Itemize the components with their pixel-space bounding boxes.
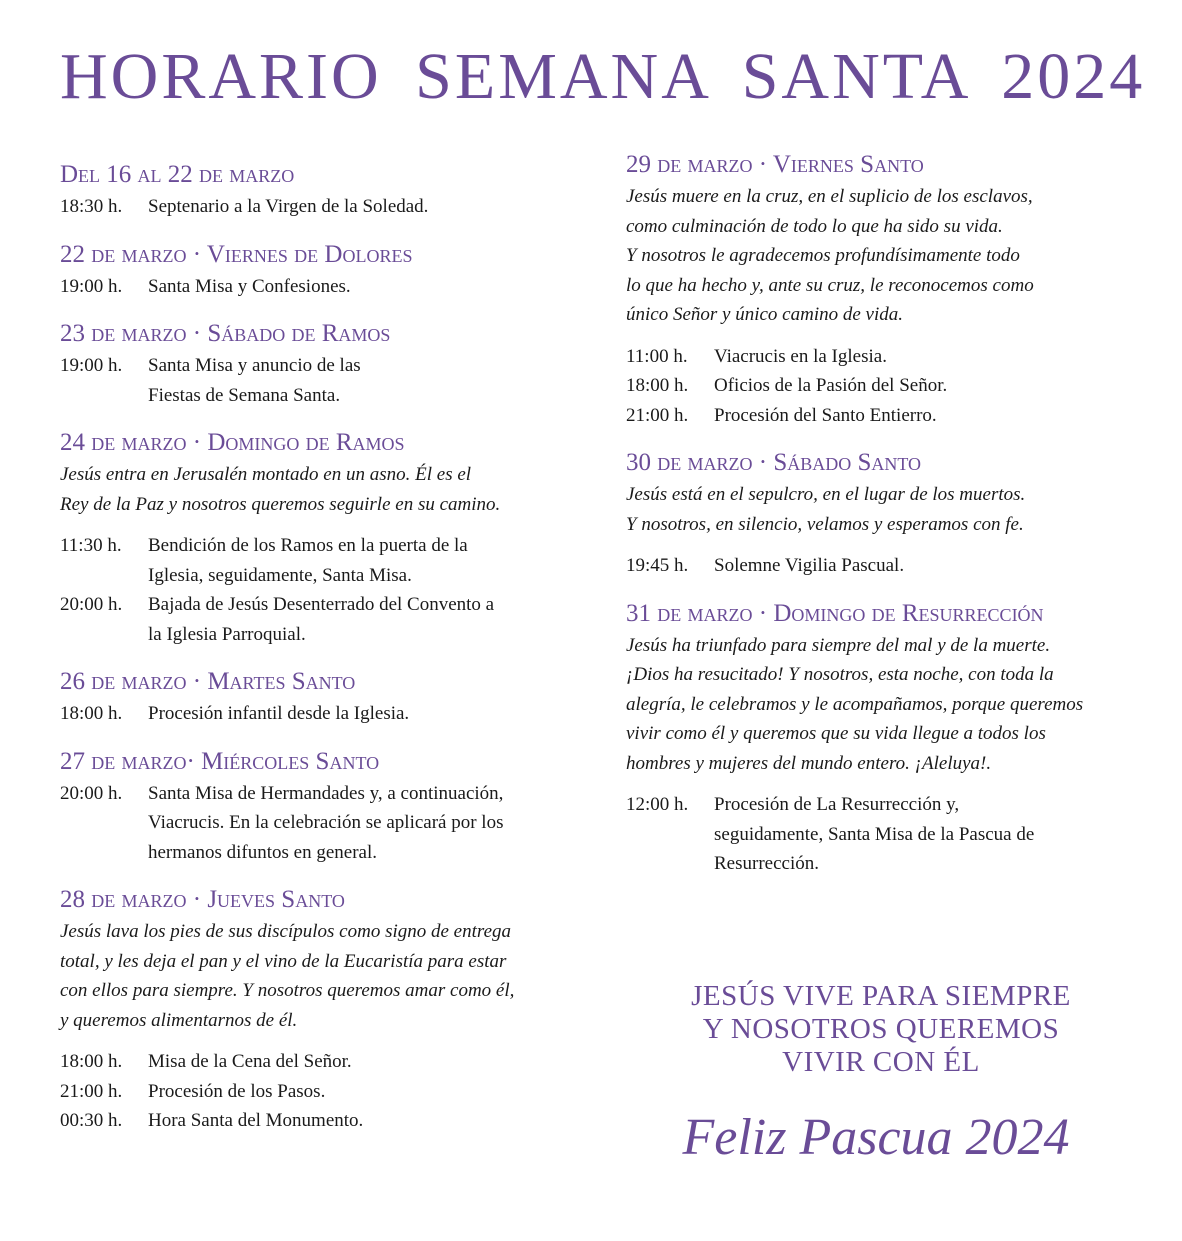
slogan-line: VIVIR CON ÉL: [782, 1046, 980, 1078]
reflection-line: Y nosotros le agradecemos profundísimamente todo: [626, 245, 1020, 266]
reflection-line: alegría, le celebramos y le acompañamos, porque queremos: [626, 693, 1084, 715]
schedule-row: [626, 342, 1146, 372]
event-description: [714, 551, 1146, 581]
section-heading: 29 de marzo · Viernes Santo: [626, 151, 924, 178]
schedule-row: [60, 699, 580, 729]
event-time: 19:00 h.: [60, 275, 123, 297]
reflection-line: ¡Dios ha resucitado! Y nosotros, esta noche, con toda la: [626, 664, 1054, 685]
event-description: [714, 401, 1146, 431]
event-time: 18:00 h.: [626, 375, 689, 396]
schedule-row: [60, 1077, 580, 1107]
event-time: 18:00 h.: [60, 703, 123, 724]
event-description-line: la Iglesia Parroquial.: [148, 623, 306, 645]
schedule-row: [60, 590, 580, 649]
schedule-section: [60, 317, 580, 410]
reflection-line: total, y les deja el pan y el vino de la Eucaristía para estar: [60, 950, 507, 972]
schedule-section: [60, 883, 580, 1136]
schedule-row: [60, 272, 580, 302]
reflection-line: Jesús muere en la cruz, en el suplicio de los esclavos,: [626, 186, 1033, 207]
event-time: 20:00 h.: [60, 594, 123, 615]
schedule-row: [60, 779, 580, 868]
section-heading: 30 de marzo · Sábado Santo: [626, 449, 922, 476]
event-description: [148, 272, 580, 302]
schedule-section: [60, 665, 580, 729]
section-reflection: [626, 480, 1146, 539]
reflection-line: con ellos para siempre. Y nosotros queremos amar como él,: [60, 980, 515, 1001]
event-description-line: Viacrucis. En la celebración se aplicará por los: [148, 812, 504, 833]
event-time: 11:30 h.: [60, 535, 122, 556]
event-description-line: Santa Misa de Hermandades y, a continuación,: [148, 782, 504, 804]
event-description: [148, 1077, 580, 1107]
reflection-line: Y nosotros, en silencio, velamos y esperamos con fe.: [626, 513, 1024, 535]
schedule-row: [626, 790, 1146, 879]
event-description-line: Iglesia, seguidamente, Santa Misa.: [148, 564, 412, 586]
event-description-line: Bendición de los Ramos en la puerta de la: [148, 535, 468, 556]
right-column: [626, 148, 1146, 895]
event-description-line: Bajada de Jesús Desenterrado del Convento a: [148, 594, 495, 615]
event-description-line: Fiestas de Semana Santa.: [148, 384, 341, 406]
event-description-line: Hora Santa del Monumento.: [148, 1110, 364, 1131]
reflection-line: y queremos alimentarnos de él.: [60, 1009, 298, 1031]
event-description-line: seguidamente, Santa Misa de la Pascua de: [714, 823, 1035, 845]
section-heading: 22 de marzo · Viernes de Dolores: [60, 240, 413, 268]
section-heading: 26 de marzo · Martes Santo: [60, 668, 356, 695]
event-time: 21:00 h.: [626, 404, 689, 426]
event-time: 00:30 h.: [60, 1110, 123, 1131]
event-description-line: Oficios de la Pasión del Señor.: [714, 375, 948, 396]
event-time: 21:00 h.: [60, 1080, 123, 1102]
schedule-row: [60, 351, 580, 410]
event-time: 19:45 h.: [626, 555, 689, 576]
event-description: [148, 192, 580, 222]
event-description: [148, 779, 580, 868]
reflection-line: único Señor y único camino de vida.: [626, 304, 904, 325]
event-description: [148, 351, 580, 410]
reflection-line: Jesús entra en Jerusalén montado en un asno. Él es el: [60, 464, 472, 485]
event-description-line: hermanos difuntos en general.: [148, 841, 377, 863]
event-description-line: Procesión de los Pasos.: [148, 1080, 326, 1102]
event-description-line: Misa de la Cena del Señor.: [148, 1051, 352, 1072]
schedule-row: [626, 551, 1146, 581]
event-time: 12:00 h.: [626, 794, 689, 815]
reflection-line: lo que ha hecho y, ante su cruz, le reconocemos como: [626, 274, 1034, 296]
section-heading: 27 de marzo· Miércoles Santo: [60, 747, 380, 775]
event-description-line: Santa Misa y Confesiones.: [148, 275, 351, 297]
reflection-line: como culminación de todo lo que ha sido su vida.: [626, 215, 1003, 237]
event-time: 18:30 h.: [60, 196, 123, 217]
slogan-line: Y NOSOTROS QUEREMOS: [702, 1013, 1060, 1045]
reflection-line: Rey de la Paz y nosotros queremos seguirle en su camino.: [60, 493, 501, 515]
section-reflection: [60, 917, 580, 1035]
section-reflection: [626, 631, 1146, 779]
section-heading: 23 de marzo · Sábado de Ramos: [60, 320, 391, 347]
schedule-section: [60, 238, 580, 302]
schedule-row: [626, 371, 1146, 401]
event-description-line: Santa Misa y anuncio de las: [148, 355, 361, 376]
section-reflection: [60, 460, 580, 519]
event-description: [148, 699, 580, 729]
schedule-row: [60, 531, 580, 590]
section-reflection: [626, 182, 1146, 330]
schedule-section: [626, 597, 1146, 879]
page-title: HORARIO SEMANA SANTA 2024: [60, 40, 1146, 113]
easter-greeting: Feliz Pascua 2024: [682, 1109, 1070, 1166]
section-heading: 24 de marzo · Domingo de Ramos: [60, 429, 405, 456]
event-time: 18:00 h.: [60, 1051, 123, 1072]
event-description: [148, 531, 580, 590]
event-description-line: Resurrección.: [714, 853, 819, 874]
event-time: 20:00 h.: [60, 782, 123, 804]
event-description-line: Procesión del Santo Entierro.: [714, 404, 937, 426]
event-description: [148, 1106, 580, 1136]
reflection-line: hombres y mujeres del mundo entero. ¡Aleluya!.: [626, 752, 992, 774]
event-description: [148, 1047, 580, 1077]
schedule-row: [626, 401, 1146, 431]
schedule-row: [60, 1047, 580, 1077]
reflection-line: Jesús lava los pies de sus discípulos como signo de entrega: [60, 921, 512, 942]
section-heading: Del 16 al 22 de marzo: [60, 161, 295, 188]
event-description-line: Viacrucis en la Iglesia.: [714, 345, 887, 367]
left-column: [60, 158, 580, 1152]
event-description: [714, 790, 1146, 879]
section-heading: 31 de marzo · Domingo de Resurrección: [626, 599, 1044, 627]
reflection-line: vivir como él y queremos que su vida llegue a todos los: [626, 723, 1046, 744]
event-description: [714, 342, 1146, 372]
schedule-section: [60, 426, 580, 649]
event-description-line: Septenario a la Virgen de la Soledad.: [148, 196, 429, 217]
schedule-section: [626, 446, 1146, 581]
schedule-row: [60, 1106, 580, 1136]
section-heading: 28 de marzo · Jueves Santo: [60, 886, 345, 913]
event-description: [714, 371, 1146, 401]
event-description-line: Procesión infantil desde la Iglesia.: [148, 703, 410, 724]
event-description-line: Procesión de La Resurrección y,: [714, 794, 960, 815]
schedule-section: [626, 148, 1146, 430]
event-description: [148, 590, 580, 649]
schedule-row: [60, 192, 580, 222]
schedule-section: [60, 745, 580, 868]
reflection-line: Jesús está en el sepulcro, en el lugar de los muertos.: [626, 484, 1026, 505]
slogan-line: JESÚS VIVE PARA SIEMPRE: [691, 980, 1071, 1012]
event-description-line: Solemne Vigilia Pascual.: [714, 555, 905, 576]
reflection-line: Jesús ha triunfado para siempre del mal y de la muerte.: [626, 634, 1051, 656]
schedule-section: [60, 158, 580, 222]
slogan: [626, 980, 1136, 1079]
event-time: 19:00 h.: [60, 355, 123, 376]
event-time: 11:00 h.: [626, 345, 688, 367]
